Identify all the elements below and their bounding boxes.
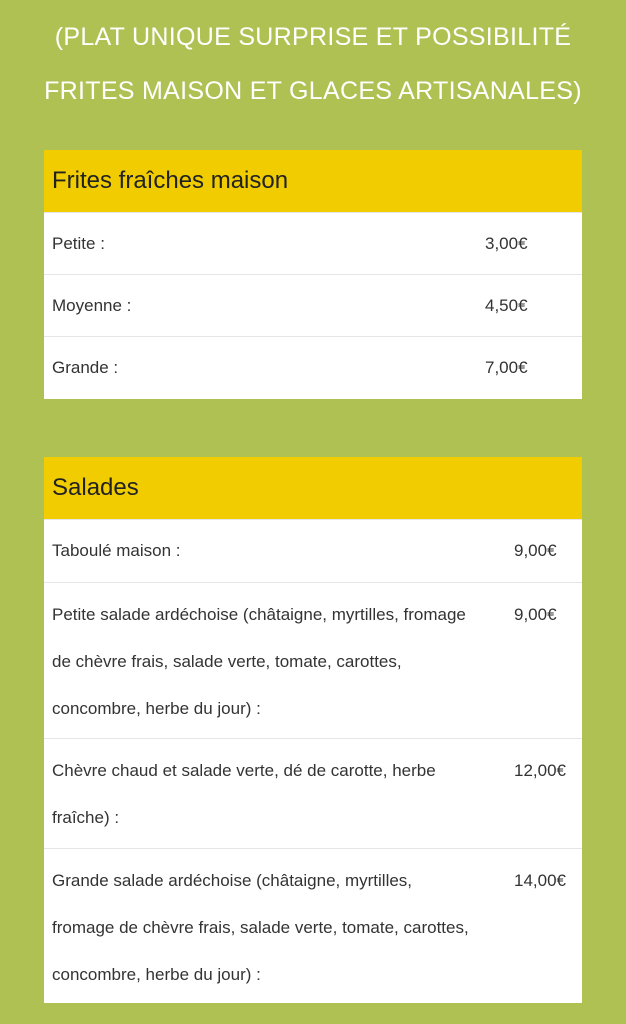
intro-line-2: FRITES MAISON ET GLACES ARTISANALES) [44, 77, 582, 105]
item-name: Petite : [52, 234, 105, 253]
item-name: Grande salade ardéchoise (châtaigne, myrtilles, fromage de chèvre frais, salade verte, tomate, carottes, concombre, herbe du jour) : [52, 871, 469, 984]
salades-menu-card [44, 457, 582, 1003]
menu-row-frites-petite [44, 212, 582, 274]
menu-row-frites-moyenne [44, 274, 582, 336]
item-price: 3,00€ [485, 234, 528, 253]
item-name: Grande : [52, 358, 119, 377]
menu-row-taboule [44, 519, 582, 582]
intro-line-1: (PLAT UNIQUE SURPRISE ET POSSIBILITÉ [54, 23, 572, 51]
item-name: Taboulé maison : [52, 541, 181, 560]
item-name: Petite salade ardéchoise (châtaigne, myrtilles, fromage de chèvre frais, salade verte, tomate, carottes, concombre, herbe du jour) : [52, 605, 466, 718]
item-price: 7,00€ [485, 358, 528, 377]
menu-row-grande-salade [44, 848, 582, 1003]
item-price: 12,00€ [514, 761, 566, 780]
item-price: 9,00€ [514, 605, 557, 624]
item-price: 4,50€ [485, 296, 528, 315]
menu-row-frites-grande [44, 336, 582, 398]
salades-section-title: Salades [44, 457, 582, 519]
item-name: Moyenne : [52, 296, 132, 315]
item-price: 9,00€ [514, 541, 557, 560]
item-name: Chèvre chaud et salade verte, dé de carotte, herbe fraîche) : [52, 761, 436, 827]
item-price: 14,00€ [514, 871, 566, 890]
frites-section-title: Frites fraîches maison [44, 150, 582, 212]
menu-row-chevre-chaud [44, 738, 582, 848]
menu-row-petite-salade [44, 582, 582, 738]
frites-menu-card [44, 150, 582, 399]
intro-text [0, 10, 626, 118]
